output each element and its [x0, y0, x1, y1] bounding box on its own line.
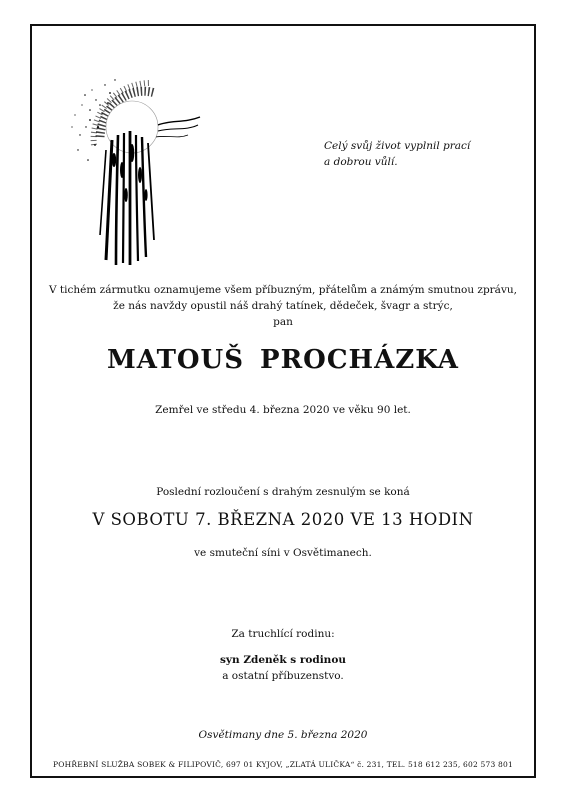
- moon-reeds-illustration: [60, 65, 210, 275]
- quote-line-2: a dobrou vůlí.: [324, 156, 398, 168]
- mourners-label: Za truchlící rodinu:: [231, 628, 335, 640]
- deceased-name: [30, 345, 536, 375]
- death-notice: Zemřel ve středu 4. března 2020 ve věku 90 let.: [155, 404, 411, 416]
- deceased-last-name: PROCHÁZKA: [260, 345, 459, 375]
- announcement-line-1: V tichém zármutku oznamujeme všem příbuzným, přátelům a známým smutnou zprávu,: [49, 284, 517, 296]
- funeral-place: ve smuteční síni v Osvětimanech.: [194, 547, 372, 559]
- place-and-date: Osvětimany dne 5. března 2020: [198, 729, 368, 741]
- funeral-intro: Poslední rozloučení s drahým zesnulým se koná: [156, 486, 410, 498]
- deceased-first-name: MATOUŠ: [107, 345, 245, 375]
- epitaph-quote: [324, 138, 494, 170]
- mourners-son: syn Zdeněk s rodinou: [220, 654, 346, 666]
- funeral-date-time: V SOBOTU 7. BŘEZNA 2020 VE 13 HODIN: [92, 510, 474, 529]
- funeral-service-footer: POHŘEBNÍ SLUŽBA SOBEK & FILIPOVIČ, 697 01 KYJOV, „ZLATÁ ULIČKA“ č. 231, TEL. 518 612 235, 602 573 801: [53, 760, 513, 769]
- announcement-line-2: že nás navždy opustil náš drahý tatínek, dědeček, švagr a strýc,: [113, 300, 453, 312]
- mourners-others: a ostatní příbuzenstvo.: [222, 670, 344, 682]
- announcement: [30, 282, 536, 330]
- announcement-line-3: pan: [273, 316, 293, 328]
- quote-line-1: Celý svůj život vyplnil prací: [324, 140, 471, 152]
